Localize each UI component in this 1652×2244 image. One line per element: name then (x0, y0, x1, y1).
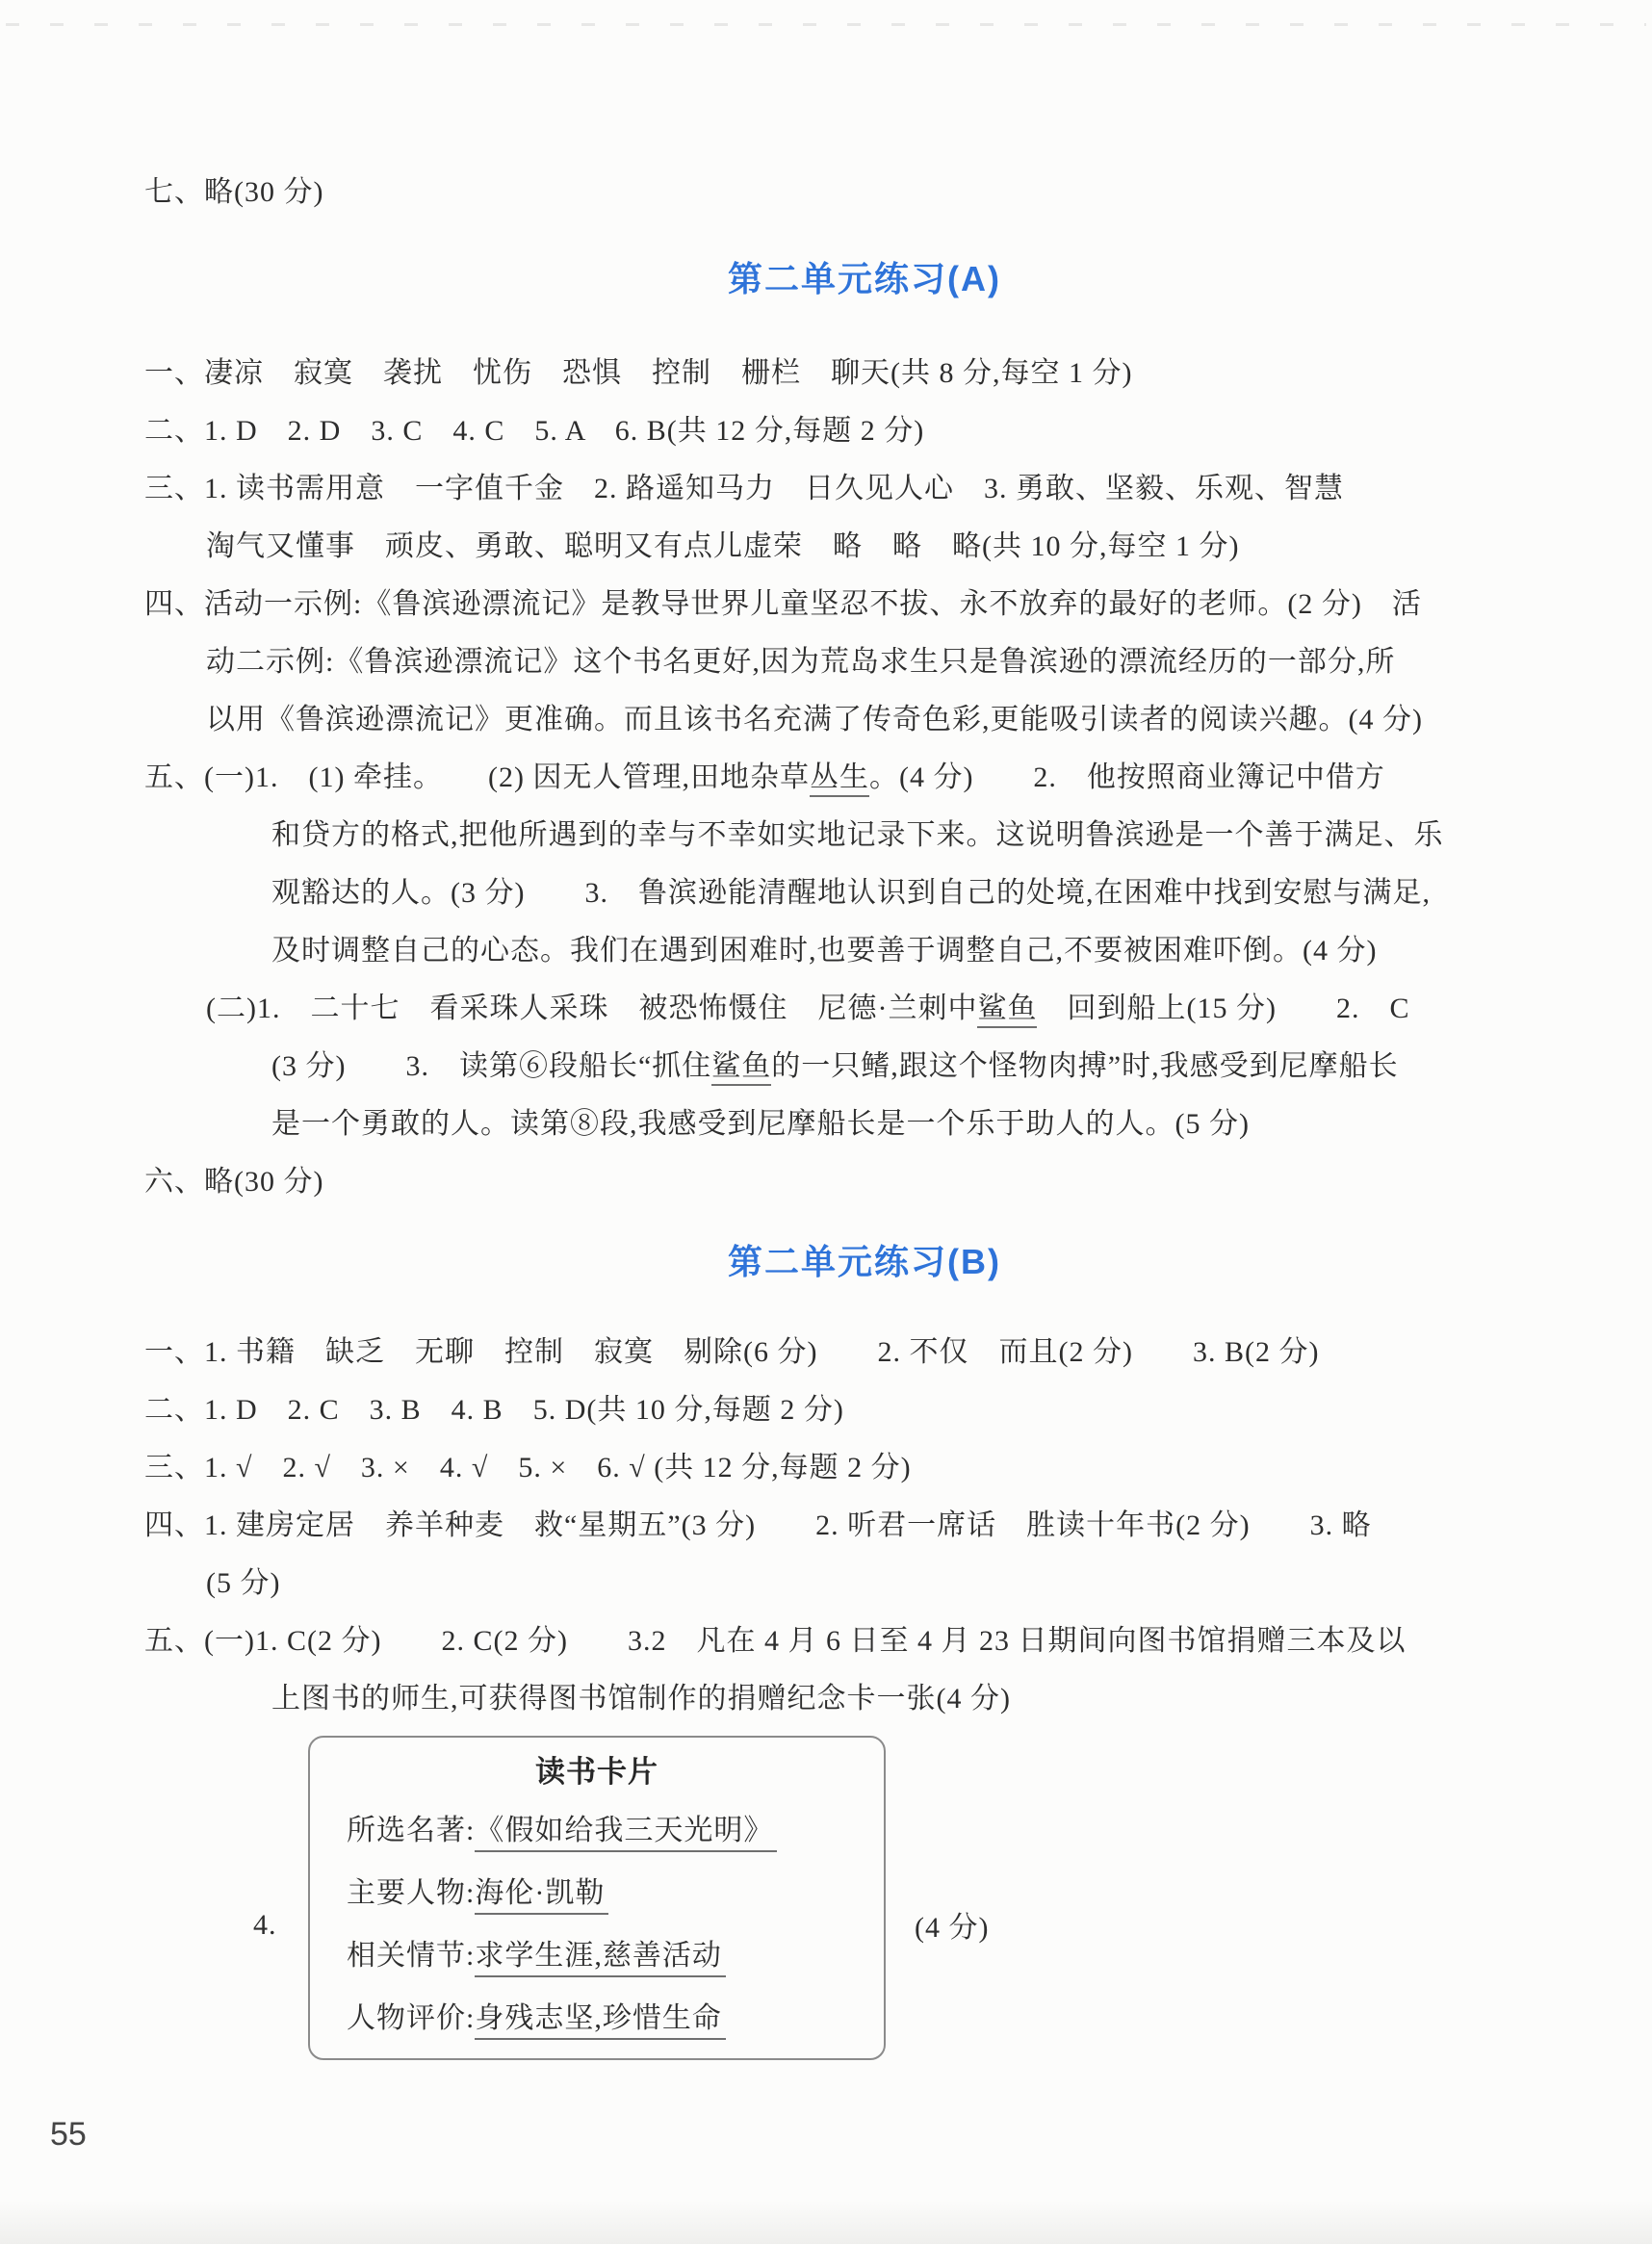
card-field-label: 人物评价: (347, 2002, 476, 2034)
answer-text: (5 分) (206, 1567, 281, 1599)
answers-section-b (144, 1324, 1585, 1728)
answer-line (206, 518, 1585, 576)
scan-edge-bottom (0, 2200, 1652, 2244)
answer-line (144, 345, 1585, 402)
answer-text: 二、1. D 2. C 3. B 4. B 5. D(共 10 分,每题 2 分) (144, 1394, 844, 1426)
card-field-value: 海伦·凯勒 (475, 1877, 608, 1915)
answers-section-a (144, 345, 1585, 1211)
answer-line (206, 691, 1585, 749)
card-rows (310, 1799, 884, 2050)
reading-card (308, 1736, 886, 2060)
reading-card-block (144, 1736, 1585, 2102)
answer-line (144, 1439, 1585, 1497)
answer-text: 一、凄凉 寂寞 袭扰 忧伤 恐惧 控制 栅栏 聊天(共 8 分,每空 1 分) (144, 357, 1133, 389)
answer-text: 五、(一)1. (1) 牵挂。 (2) 因无人管理,田地杂草 (144, 761, 810, 793)
answer-line (144, 1497, 1585, 1555)
answer-line (144, 576, 1585, 633)
answer-text: 。(4 分) 2. 他按照商业簿记中借方 (868, 761, 1385, 793)
answer-line (144, 1324, 1585, 1381)
card-row (347, 1924, 884, 1987)
page-number: 55 (50, 2116, 87, 2153)
answer-text: 回到船上(15 分) 2. C (1037, 993, 1410, 1024)
answer-text: 四、活动一示例:《鲁滨逊漂流记》是教导世界儿童坚忍不拔、永不放弃的最好的老师。(2 分) 活 (144, 588, 1422, 620)
underlined-answer: 丛生 (810, 761, 869, 797)
answer-text: 一、1. 书籍 缺乏 无聊 控制 寂寞 剔除(6 分) 2. 不仅 而且(2 分) 3. B(2 分) (144, 1336, 1320, 1368)
card-field-label: 所选名著: (347, 1815, 476, 1846)
answer-line (271, 864, 1585, 922)
answer-line (144, 402, 1585, 460)
section-heading-a: 第二单元练习(A) (728, 259, 1001, 298)
card-item-number: 4. (253, 1909, 277, 1941)
section-heading-b: 第二单元练习(B) (728, 1242, 1001, 1281)
card-score: (4 分) (915, 1912, 990, 1944)
card-field-value: 求学生涯,慈善活动 (475, 1940, 726, 1977)
answer-line (271, 807, 1585, 864)
answer-text: 上图书的师生,可获得图书馆制作的捐赠纪念卡一张(4 分) (271, 1683, 1011, 1715)
answer-line (271, 1038, 1585, 1096)
answer-text: 五、(一)1. C(2 分) 2. C(2 分) 3.2 凡在 4 月 6 日至 4 月 23 日期间向图书馆捐赠三本及以 (144, 1625, 1407, 1657)
answer-line (206, 633, 1585, 691)
answer-text: (二)1. 二十七 看采珠人采珠 被恐怖慑住 尼德·兰刺中 (206, 993, 978, 1024)
answer-text: 的一只鳍,跟这个怪物肉搏”时,我感受到尼摩船长 (771, 1050, 1399, 1082)
answer-text: 二、1. D 2. D 3. C 4. C 5. A 6. B(共 12 分,每题 2 分) (144, 415, 925, 447)
card-title: 读书卡片 (535, 1755, 658, 1789)
answer-text: 以用《鲁滨逊漂流记》更准确。而且该书名充满了传奇色彩,更能吸引读者的阅读兴趣。(4 分) (206, 704, 1423, 735)
answer-line (144, 1612, 1585, 1670)
answer-line (144, 749, 1585, 807)
answer-text: 六、略(30 分) (144, 1166, 324, 1198)
card-field-label: 相关情节: (347, 1940, 476, 1972)
answer-text: 动二示例:《鲁滨逊漂流记》这个书名更好,因为荒岛求生只是鲁滨逊的漂流经历的一部分,所 (206, 646, 1396, 678)
answer-text: 四、1. 建房定居 养羊种麦 救“星期五”(3 分) 2. 听君一席话 胜读十年书(2 分) 3. 略 (144, 1509, 1372, 1541)
answer-line (271, 1670, 1585, 1728)
answer-text: 七、略(30 分) (144, 176, 324, 208)
answer-text: 观豁达的人。(3 分) 3. 鲁滨逊能清醒地认识到自己的处境,在困难中找到安慰与满足, (271, 877, 1431, 909)
answer-text: 和贷方的格式,把他所遇到的幸与不幸如实地记录下来。这说明鲁滨逊是一个善于满足、乐 (271, 819, 1444, 851)
underlined-answer: 鲨鱼 (977, 993, 1037, 1028)
answer-text: 及时调整自己的心态。我们在遇到困难时,也要善于调整自己,不要被困难吓倒。(4 分) (271, 935, 1378, 967)
answer-text: 是一个勇敢的人。读第⑧段,我感受到尼摩船长是一个乐于助人的人。(5 分) (271, 1108, 1250, 1140)
card-field-label: 主要人物: (347, 1877, 476, 1909)
answer-line (271, 922, 1585, 980)
answer-line (144, 164, 1585, 221)
card-field-value: 身残志坚,珍惜生命 (475, 2002, 726, 2040)
answer-text: (3 分) 3. 读第⑥段船长“抓住 (271, 1050, 712, 1082)
answer-line (144, 1381, 1585, 1439)
answer-line (206, 980, 1585, 1038)
answer-text: 淘气又懂事 顽皮、勇敢、聪明又有点儿虚荣 略 略 略(共 10 分,每空 1 分) (206, 530, 1240, 562)
answer-text: 三、1. 读书需用意 一字值千金 2. 路遥知马力 日久见人心 3. 勇敢、坚毅、乐观、智慧 (144, 473, 1344, 504)
card-row (347, 1799, 884, 1862)
card-field-value: 《假如给我三天光明》 (475, 1815, 777, 1852)
card-row (347, 1987, 884, 2050)
card-row (347, 1862, 884, 1924)
answer-line (144, 460, 1585, 518)
underlined-answer: 鲨鱼 (711, 1050, 771, 1086)
answer-text: 三、1. √ 2. √ 3. × 4. √ 5. × 6. √ (共 12 分,每题 2 分) (144, 1452, 912, 1483)
answer-line (271, 1096, 1585, 1153)
answers-section-top (144, 164, 1585, 221)
answer-line (144, 1153, 1585, 1211)
answer-line (206, 1555, 1585, 1612)
